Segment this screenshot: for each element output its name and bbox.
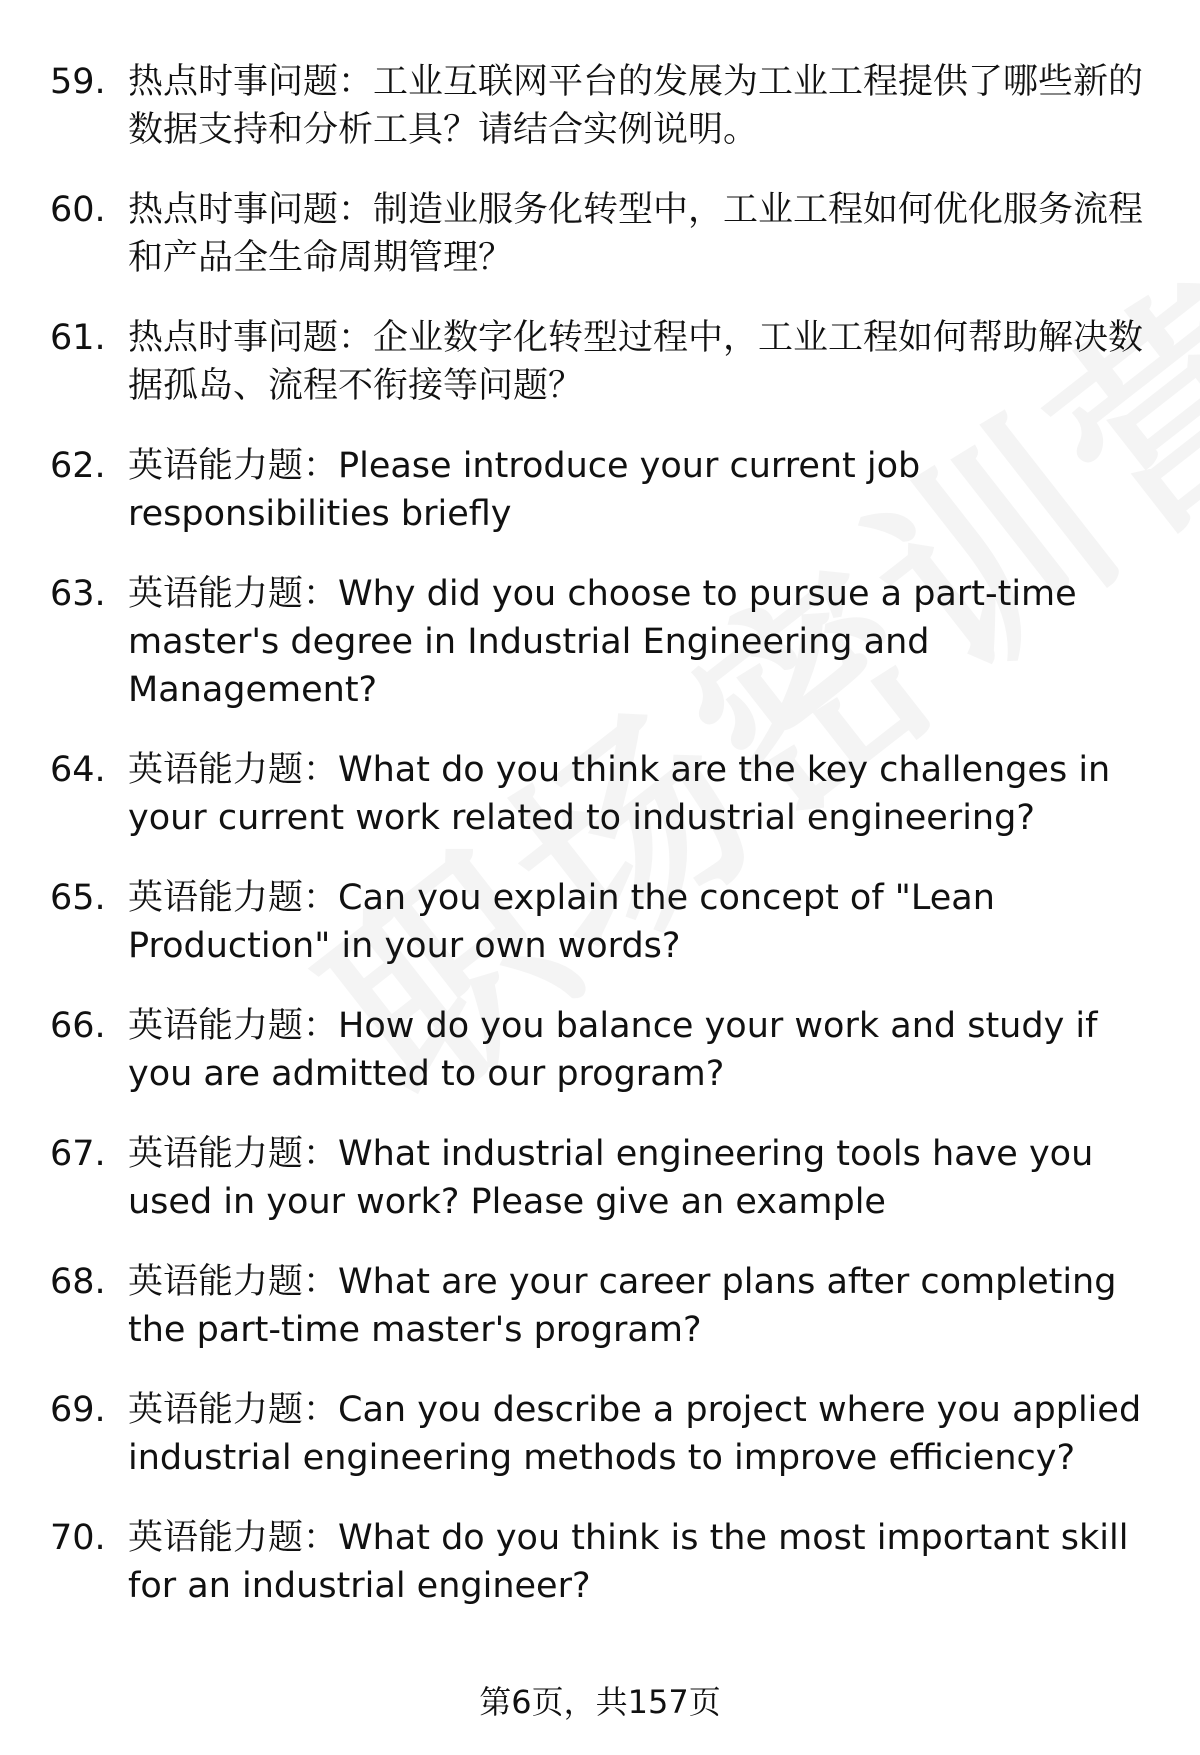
question-item — [50, 1258, 1150, 1354]
question-text: 热点时事问题：制造业服务化转型中，工业工程如何优化服务流程和产品全生命周期管理？ — [128, 190, 1144, 278]
question-text: 英语能力题：Can you explain the concept of "Lean Production" in your own words? — [128, 878, 995, 966]
question-item — [50, 314, 1150, 410]
question-number: 68. — [50, 1262, 106, 1302]
question-text: 英语能力题：What do you think is the most important skill for an industrial engineer? — [128, 1518, 1129, 1606]
question-item — [50, 1386, 1150, 1482]
question-number: 65. — [50, 878, 106, 918]
question-text: 英语能力题：How do you balance your work and study if you are admitted to our program? — [128, 1006, 1098, 1094]
question-number: 63. — [50, 574, 106, 614]
question-item — [50, 1514, 1150, 1610]
question-item — [50, 58, 1150, 154]
question-number: 66. — [50, 1006, 106, 1046]
question-number: 69. — [50, 1390, 106, 1430]
question-text: 英语能力题：What industrial engineering tools have you used in your work? Please give an example — [128, 1134, 1094, 1222]
question-text: 英语能力题：Please introduce your current job responsibilities briefly — [128, 446, 921, 534]
question-item — [50, 442, 1150, 538]
question-item — [50, 1130, 1150, 1226]
question-item — [50, 874, 1150, 970]
question-item — [50, 1002, 1150, 1098]
question-number: 59. — [50, 62, 106, 102]
question-item — [50, 186, 1150, 282]
question-number: 62. — [50, 446, 106, 486]
question-list — [50, 58, 1150, 1642]
question-number: 64. — [50, 750, 106, 790]
question-text: 英语能力题：Can you describe a project where you applied industrial engineering methods to improve efficiency? — [128, 1390, 1142, 1478]
question-number: 60. — [50, 190, 106, 230]
question-text: 英语能力题：Why did you choose to pursue a part-time master's degree in Industrial Engineering and Management? — [128, 574, 1077, 710]
question-number: 61. — [50, 318, 106, 358]
question-number: 67. — [50, 1134, 106, 1174]
question-number: 70. — [50, 1518, 106, 1558]
question-text: 英语能力题：What do you think are the key challenges in your current work related to industrial engineering? — [128, 750, 1111, 838]
question-text: 热点时事问题：工业互联网平台的发展为工业工程提供了哪些新的数据支持和分析工具？请结合实例说明。 — [128, 62, 1144, 150]
question-item — [50, 746, 1150, 842]
question-text: 热点时事问题：企业数字化转型过程中，工业工程如何帮助解决数据孤岛、流程不衔接等问题？ — [128, 318, 1144, 406]
page-footer: 第6页，共157页 — [479, 1683, 721, 1721]
question-item — [50, 570, 1150, 714]
question-text: 英语能力题：What are your career plans after completing the part-time master's program? — [128, 1262, 1117, 1350]
